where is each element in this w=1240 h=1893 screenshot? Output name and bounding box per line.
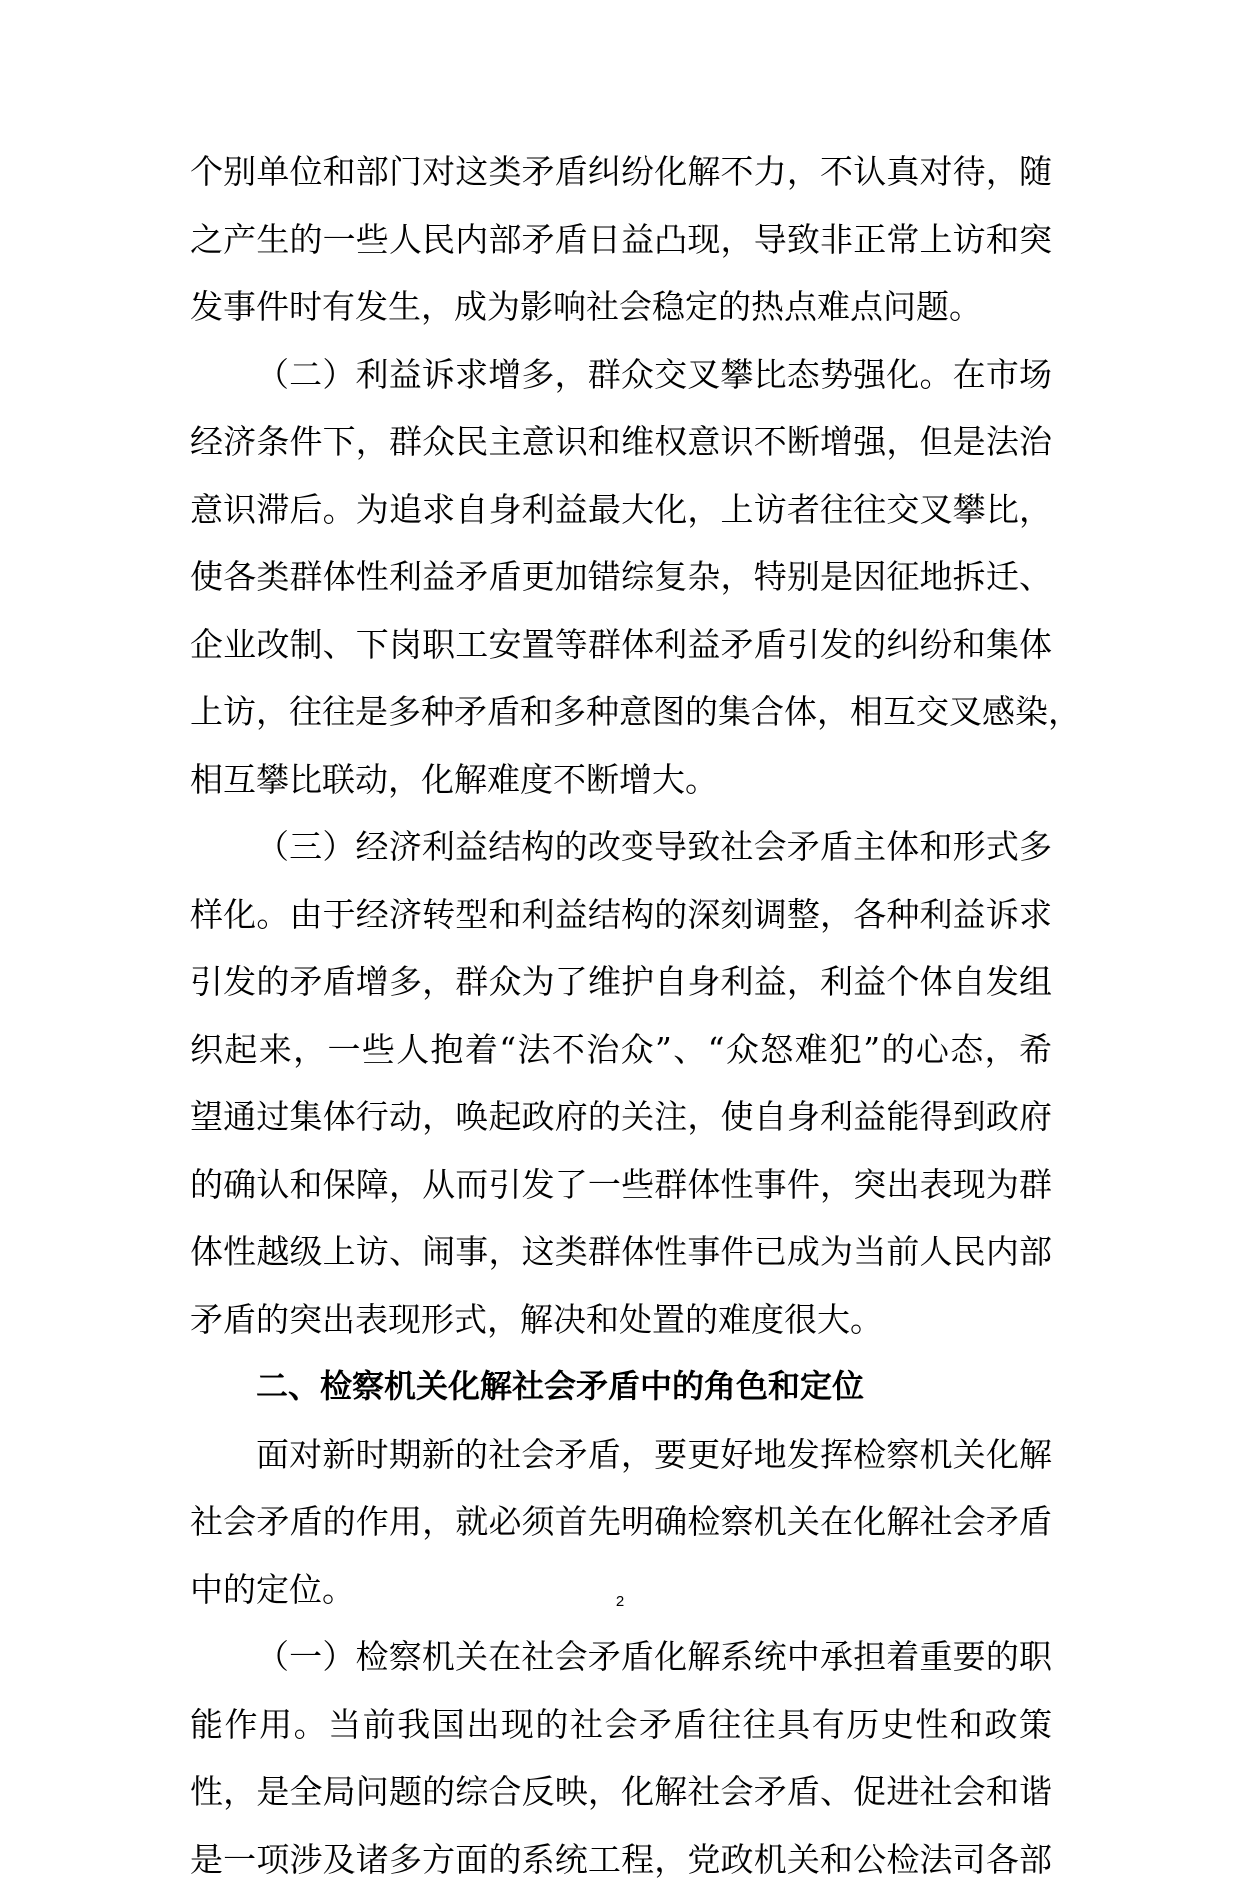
- text-line: 发事件时有发生，成为影响社会稳定的热点难点问题。: [190, 273, 1052, 341]
- text-line: 个别单位和部门对这类矛盾纠纷化解不力，不认真对待，随: [190, 138, 1052, 206]
- text-line: 能作用。当前我国出现的社会矛盾往往具有历史性和政策: [190, 1691, 1052, 1759]
- page-number: 2: [0, 1593, 1240, 1610]
- text-line: 使各类群体性利益矛盾更加错综复杂，特别是因征地拆迁、: [190, 543, 1052, 611]
- text-line: 意识滞后。为追求自身利益最大化，上访者往往交叉攀比，: [190, 476, 1052, 544]
- text-line: 矛盾的突出表现形式，解决和处置的难度很大。: [190, 1286, 1052, 1354]
- text-line: 体性越级上访、闹事，这类群体性事件已成为当前人民内部: [190, 1218, 1052, 1286]
- text-line: 中的定位。: [190, 1556, 1052, 1624]
- text-line: （一）检察机关在社会矛盾化解系统中承担着重要的职: [190, 1623, 1052, 1691]
- text-line: 经济条件下，群众民主意识和维权意识不断增强，但是法治: [190, 408, 1052, 476]
- text-line: 上访，往往是多种矛盾和多种意图的集合体，相互交叉感染，: [190, 678, 1052, 746]
- text-line: 织起来，一些人抱着“法不治众”、“众怒难犯”的心态，希: [190, 1016, 1052, 1084]
- body-text: [190, 138, 1052, 1893]
- text-line: 望通过集体行动，唤起政府的关注，使自身利益能得到政府: [190, 1083, 1052, 1151]
- text-line: 是一项涉及诸多方面的系统工程，党政机关和公检法司各部: [190, 1826, 1052, 1893]
- text-line: （二）利益诉求增多，群众交叉攀比态势强化。在市场: [190, 341, 1052, 409]
- text-line: 社会矛盾的作用，就必须首先明确检察机关在化解社会矛盾: [190, 1488, 1052, 1556]
- text-line: 面对新时期新的社会矛盾，要更好地发挥检察机关化解: [190, 1421, 1052, 1489]
- section-heading: 二、检察机关化解社会矛盾中的角色和定位: [190, 1353, 1052, 1421]
- text-line: 性，是全局问题的综合反映，化解社会矛盾、促进社会和谐: [190, 1758, 1052, 1826]
- text-line: 相互攀比联动，化解难度不断增大。: [190, 746, 1052, 814]
- text-line: 之产生的一些人民内部矛盾日益凸现，导致非正常上访和突: [190, 206, 1052, 274]
- text-line: 的确认和保障，从而引发了一些群体性事件，突出表现为群: [190, 1151, 1052, 1219]
- text-line: 引发的矛盾增多，群众为了维护自身利益，利益个体自发组: [190, 948, 1052, 1016]
- text-line: （三）经济利益结构的改变导致社会矛盾主体和形式多: [190, 813, 1052, 881]
- text-line: 样化。由于经济转型和利益结构的深刻调整，各种利益诉求: [190, 881, 1052, 949]
- text-line: 企业改制、下岗职工安置等群体利益矛盾引发的纠纷和集体: [190, 611, 1052, 679]
